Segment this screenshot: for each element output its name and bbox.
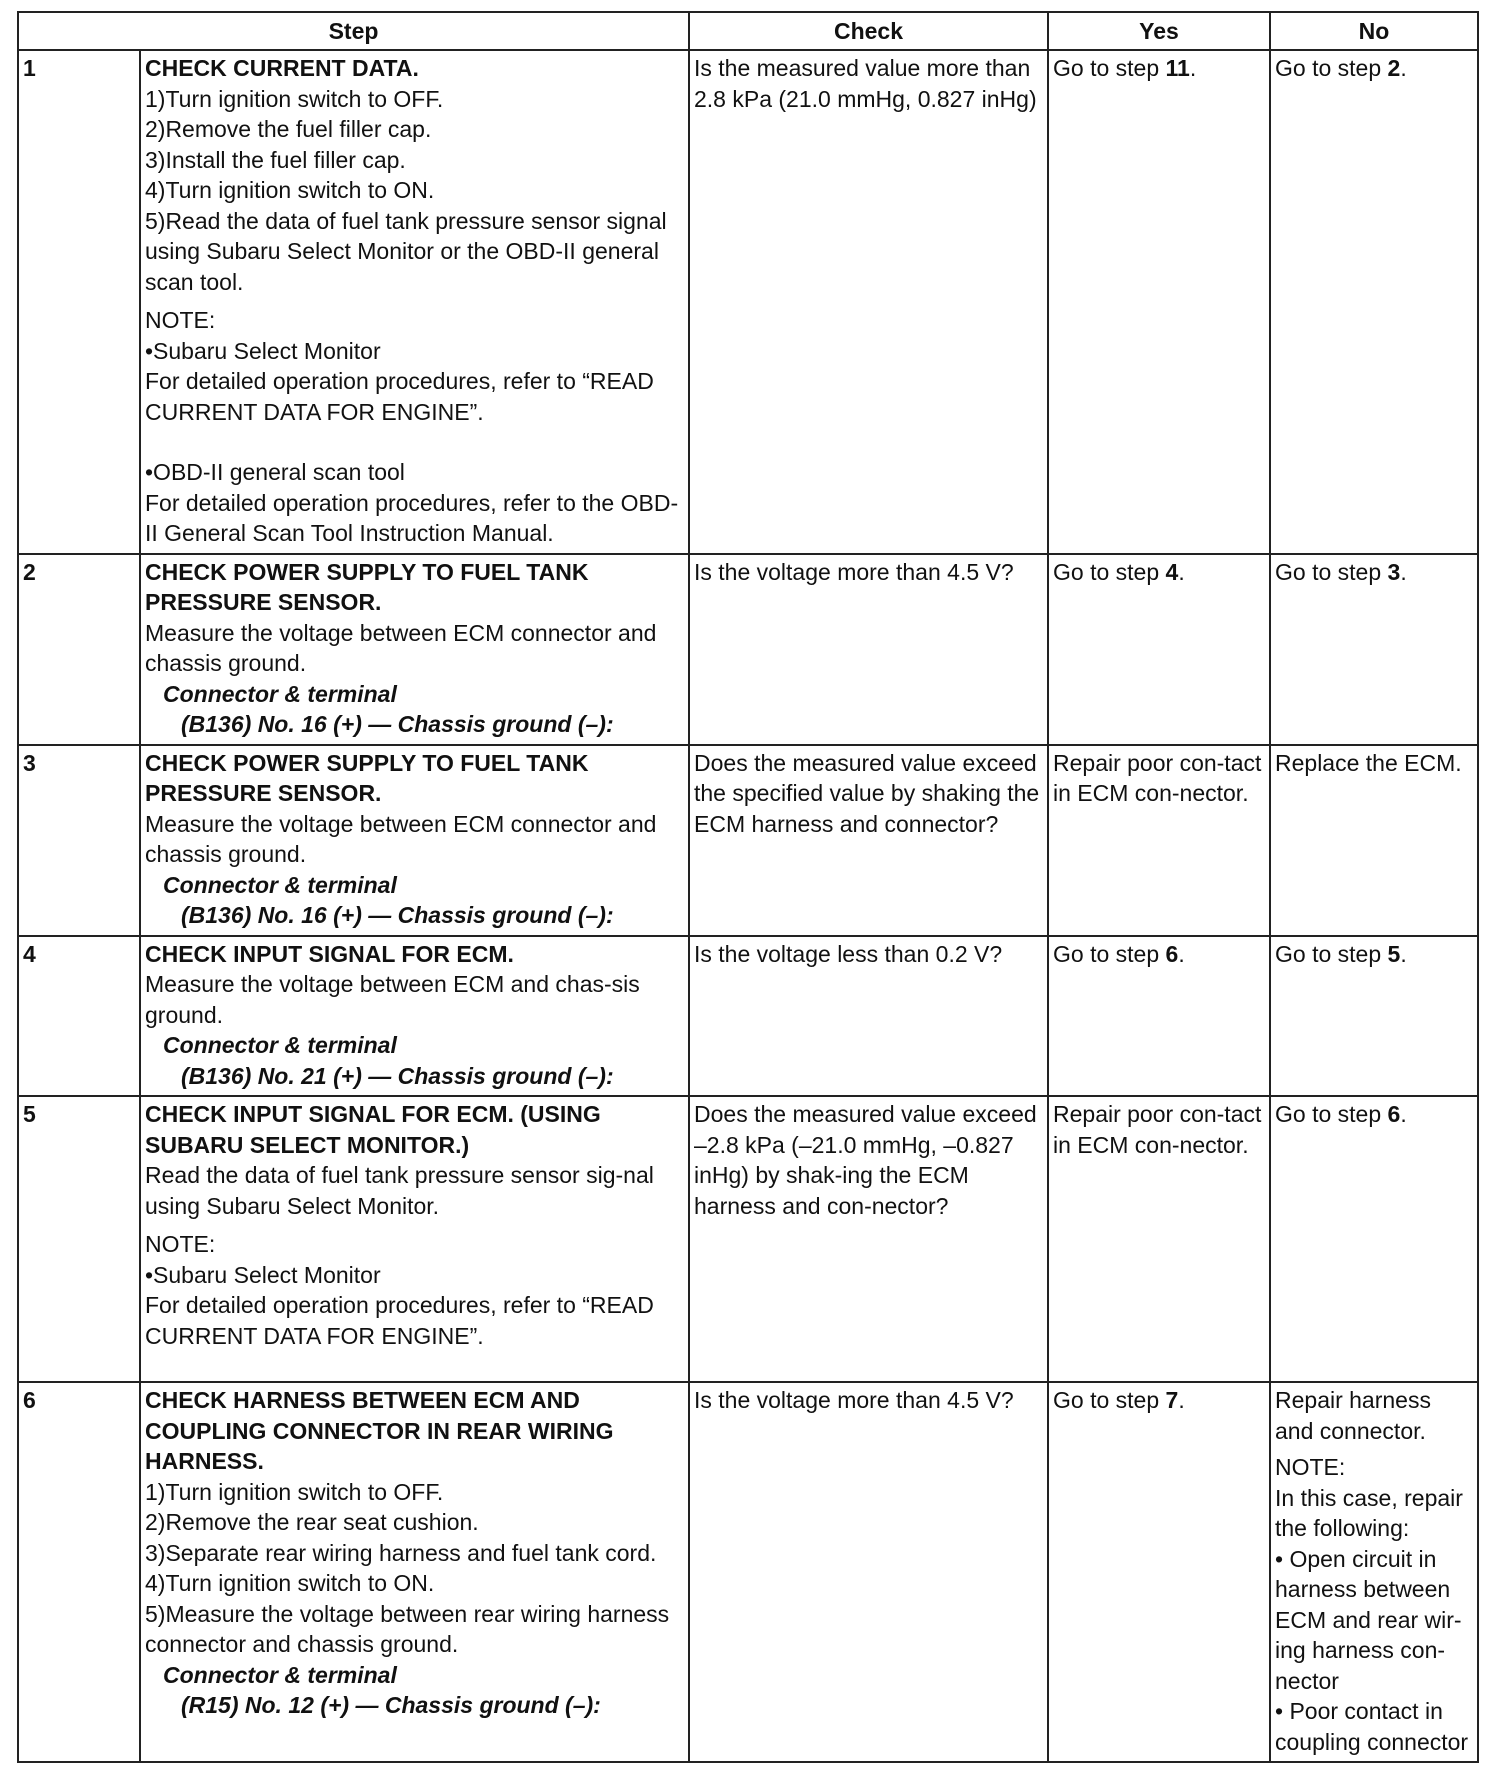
no-action: Repair harness and connector.: [1275, 1387, 1431, 1444]
step-number: 4: [18, 936, 140, 1097]
step-cell: [140, 554, 689, 745]
step-title: CHECK CURRENT DATA.: [145, 55, 419, 81]
goto-prefix: Go to step: [1275, 558, 1388, 585]
connector-label: Connector & terminal: [163, 1032, 397, 1058]
step-title: CHECK HARNESS BETWEEN ECM AND COUPLING CONNECTOR IN REAR WIRING HARNESS.: [145, 1387, 614, 1474]
step-title: CHECK INPUT SIGNAL FOR ECM.: [145, 940, 514, 967]
header-row: [18, 12, 1478, 50]
connector-label: Connector & terminal: [163, 680, 397, 707]
note-line: •OBD-II general scan tool: [145, 459, 405, 485]
connector-terminal: (R15) No. 12 (+) — Chassis ground (–):: [181, 1692, 601, 1718]
yes-cell: Go to step 4.: [1048, 554, 1270, 745]
yes-cell: Repair poor con-tact in ECM con-nector.: [1048, 1096, 1270, 1382]
goto-prefix: Go to step: [1053, 55, 1166, 81]
step-cell: [140, 1096, 689, 1382]
goto-prefix: Go to step: [1275, 1101, 1388, 1127]
step-line: 2)Remove the rear seat cushion.: [145, 1509, 479, 1535]
no-step-ref: 2: [1387, 55, 1401, 81]
table-row: [18, 554, 1478, 745]
goto-prefix: Go to step: [1053, 1387, 1166, 1413]
yes-cell: Go to step 6.: [1048, 936, 1270, 1097]
step-line: 4)Turn ignition switch to ON.: [145, 177, 435, 203]
goto-prefix: Go to step: [1275, 940, 1388, 967]
header-step: Step: [18, 12, 689, 50]
step-cell: [140, 745, 689, 936]
table-row: [18, 745, 1478, 936]
step-cell: [140, 1382, 689, 1762]
step-line: Measure the voltage between ECM connector and chassis ground.: [145, 619, 657, 676]
step-line: 4)Turn ignition switch to ON.: [145, 1570, 435, 1596]
header-yes: Yes: [1048, 12, 1270, 50]
check-cell: Does the measured value exceed –2.8 kPa (–21.0 mmHg, –0.827 inHg) by shak-ing the ECM harness and con-nector?: [689, 1096, 1048, 1382]
note-label: NOTE:: [1275, 1454, 1346, 1480]
table-row: [18, 1096, 1478, 1382]
note-label: NOTE:: [145, 307, 216, 333]
step-line: 5)Read the data of fuel tank pressure sensor signal using Subaru Select Monitor or the OBD-II general scan tool.: [145, 207, 667, 295]
connector-terminal: (B136) No. 16 (+) — Chassis ground (–):: [181, 711, 614, 737]
note-line: For detailed operation procedures, refer to “READ CURRENT DATA FOR ENGINE”.: [145, 1292, 654, 1349]
step-line: Measure the voltage between ECM connector and chassis ground.: [145, 810, 657, 867]
step-title: CHECK POWER SUPPLY TO FUEL TANK PRESSURE SENSOR.: [145, 558, 589, 615]
step-line: 3)Separate rear wiring harness and fuel tank cord.: [145, 1539, 657, 1566]
connector-terminal: (B136) No. 16 (+) — Chassis ground (–):: [181, 902, 614, 928]
yes-step-ref: 6: [1165, 940, 1179, 967]
no-cell: Replace the ECM.: [1270, 745, 1478, 936]
check-cell: Is the voltage more than 4.5 V?: [689, 554, 1048, 745]
no-cell: [1270, 1382, 1478, 1762]
yes-step-ref: 7: [1165, 1387, 1179, 1413]
yes-cell: Repair poor con-tact in ECM con-nector.: [1048, 745, 1270, 936]
table-row: [18, 936, 1478, 1097]
table-row: [18, 50, 1478, 554]
diagnostic-table: [17, 11, 1479, 1763]
no-step-ref: 3: [1387, 558, 1401, 585]
step-number: 1: [18, 50, 140, 554]
note-line: For detailed operation procedures, refer to the OBD-II General Scan Tool Instruction Manual.: [145, 489, 679, 546]
note-line: • Poor contact in coupling connector: [1275, 1698, 1469, 1755]
goto-prefix: Go to step: [1275, 55, 1388, 81]
yes-step-ref: 11: [1165, 55, 1190, 81]
no-cell: Go to step 5.: [1270, 936, 1478, 1097]
note-label: NOTE:: [145, 1231, 216, 1257]
step-line: Measure the voltage between ECM and chas-sis ground.: [145, 971, 640, 1028]
no-step-ref: 6: [1387, 1101, 1401, 1127]
note-line: For detailed operation procedures, refer to “READ CURRENT DATA FOR ENGINE”.: [145, 368, 654, 425]
step-cell: [140, 50, 689, 554]
no-cell: Go to step 2.: [1270, 50, 1478, 554]
step-line: Read the data of fuel tank pressure sensor sig-nal using Subaru Select Monitor.: [145, 1162, 654, 1219]
yes-cell: Go to step 7.: [1048, 1382, 1270, 1762]
header-no: No: [1270, 12, 1478, 50]
header-check: Check: [689, 12, 1048, 50]
connector-label: Connector & terminal: [163, 871, 397, 898]
connector-terminal: (B136) No. 21 (+) — Chassis ground (–):: [181, 1062, 614, 1089]
note-line: In this case, repair the following:: [1275, 1484, 1463, 1541]
step-title: CHECK POWER SUPPLY TO FUEL TANK PRESSURE SENSOR.: [145, 749, 589, 806]
goto-prefix: Go to step: [1053, 558, 1166, 585]
connector-label: Connector & terminal: [163, 1661, 397, 1688]
no-cell: Go to step 3.: [1270, 554, 1478, 745]
check-cell: Does the measured value exceed the specified value by shaking the ECM harness and connector?: [689, 745, 1048, 936]
step-number: 6: [18, 1382, 140, 1762]
yes-cell: Go to step 11.: [1048, 50, 1270, 554]
note-line: •Subaru Select Monitor: [145, 337, 381, 364]
note-line: • Open circuit in harness between ECM and rear wir-ing harness con-nector: [1275, 1545, 1462, 1694]
check-cell: Is the measured value more than 2.8 kPa (21.0 mmHg, 0.827 inHg): [689, 50, 1048, 554]
note-spacer: [145, 427, 684, 457]
no-cell: Go to step 6.: [1270, 1096, 1478, 1382]
step-line: 1)Turn ignition switch to OFF.: [145, 85, 444, 112]
step-line: 5)Measure the voltage between rear wiring harness connector and chassis ground.: [145, 1600, 670, 1657]
check-cell: Is the voltage more than 4.5 V?: [689, 1382, 1048, 1762]
step-line: 3)Install the fuel filler cap.: [145, 146, 406, 173]
yes-step-ref: 4: [1165, 558, 1179, 585]
table-row: [18, 1382, 1478, 1762]
step-number: 2: [18, 554, 140, 745]
note-line: •Subaru Select Monitor: [145, 1261, 381, 1288]
step-title: CHECK INPUT SIGNAL FOR ECM. (USING SUBARU SELECT MONITOR.): [145, 1101, 601, 1158]
no-step-ref: 5: [1387, 940, 1401, 967]
step-line: 1)Turn ignition switch to OFF.: [145, 1478, 444, 1505]
step-line: 2)Remove the fuel filler cap.: [145, 116, 432, 142]
step-number: 3: [18, 745, 140, 936]
check-cell: Is the voltage less than 0.2 V?: [689, 936, 1048, 1097]
step-cell: [140, 936, 689, 1097]
step-number: 5: [18, 1096, 140, 1382]
goto-prefix: Go to step: [1053, 940, 1166, 967]
